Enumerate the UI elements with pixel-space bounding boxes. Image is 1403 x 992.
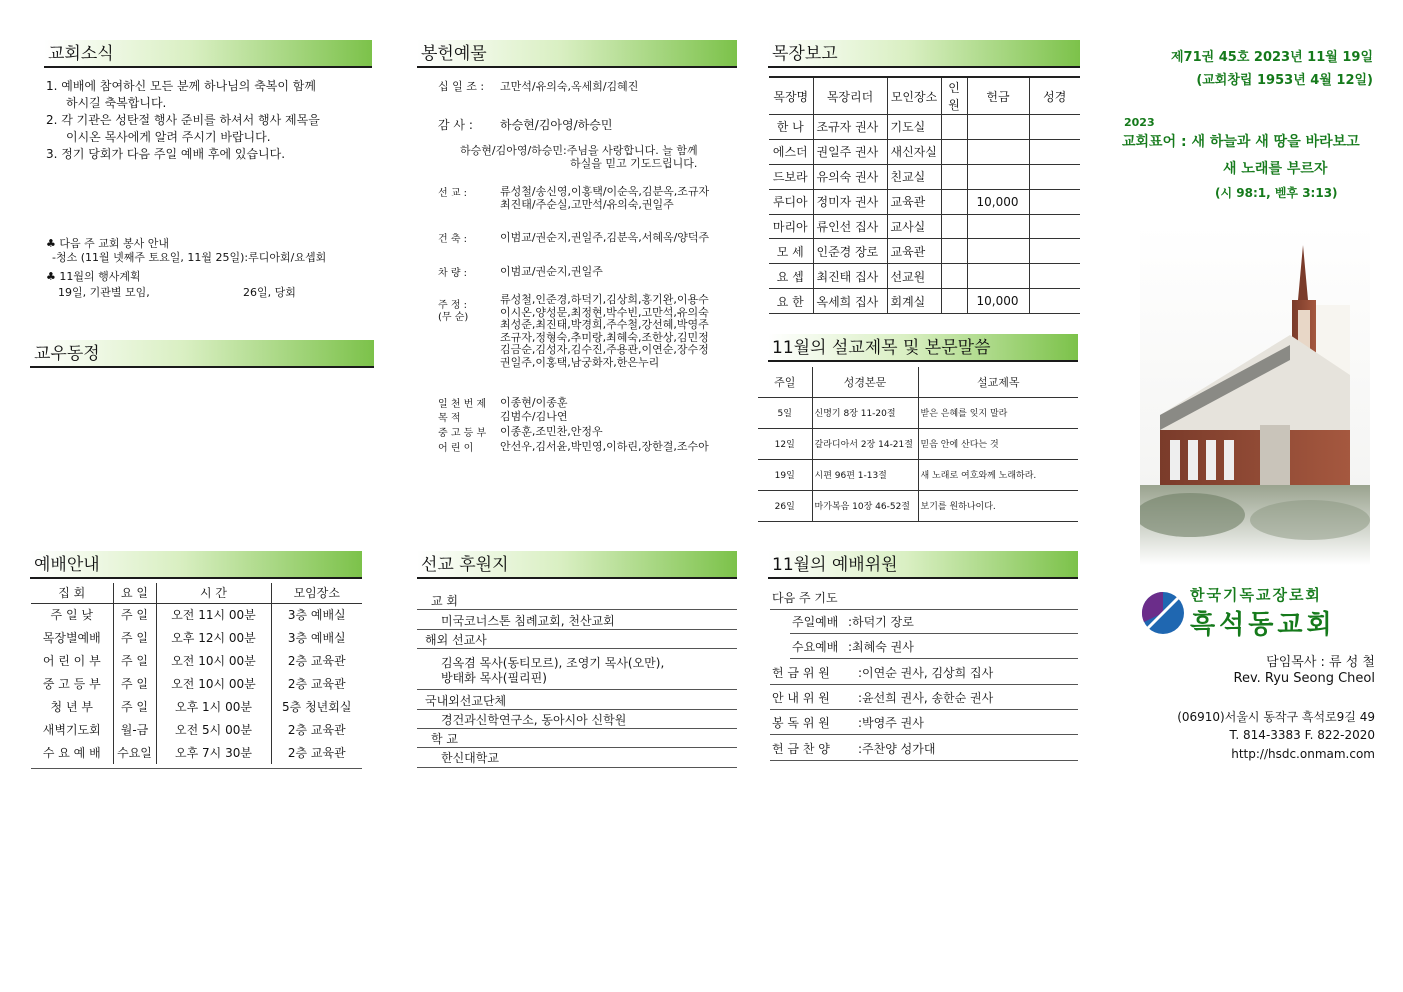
pastoral-row <box>769 289 1080 314</box>
divider <box>770 609 1078 610</box>
church-photo <box>1140 225 1370 565</box>
pastoral-cell: 교육관 <box>887 239 941 264</box>
pastoral-table <box>769 76 1080 314</box>
weekly-list <box>500 294 709 370</box>
church-name: 흑석동교회 <box>1190 610 1336 640</box>
worship-cell: 5층 청년회실 <box>271 695 362 718</box>
pastoral-cell <box>941 164 967 189</box>
member-news-title: 교우동정 <box>30 340 374 368</box>
pastoral-cell: 10,000 <box>967 189 1029 214</box>
pastoral-cell <box>941 264 967 289</box>
worship-cell: 오전 5시 00분 <box>156 718 271 741</box>
missions-school-value: 한신대학교 <box>441 751 499 765</box>
church-logo-icon <box>1140 590 1186 636</box>
youth-label: 중 고 등 부 <box>438 428 487 439</box>
pastoral-cell: 최진태 집사 <box>813 264 887 289</box>
pastoral-cell: 드보라 <box>769 164 813 189</box>
divider <box>417 609 737 610</box>
pastoral-cell <box>1029 189 1080 214</box>
server-name: :주찬양 성가대 <box>858 741 936 756</box>
address: (06910)서울시 동작구 흑석로9길 49 <box>1177 710 1375 724</box>
worship-cell: 오후 1시 00분 <box>156 695 271 718</box>
worship-cell: 2층 교육관 <box>271 649 362 672</box>
divider <box>417 728 737 729</box>
car-label: 차 량 : <box>438 268 468 279</box>
worship-cell: 목장별예배 <box>42 631 101 645</box>
pastoral-cell: 루디아 <box>769 189 813 214</box>
weekly-line: 조규자,정형숙,추미랑,최혜숙,조한상,김민정 <box>500 330 709 344</box>
worship-cell: 수 요 예 배 <box>42 746 101 760</box>
issue-line1: 제71권 45호 2023년 11월 19일 <box>1171 50 1373 65</box>
pastoral-cell: 옥세희 집사 <box>813 289 887 314</box>
pastoral-row <box>769 164 1080 189</box>
sermons-header: 주일 <box>774 375 796 389</box>
worship-header: 시 간 <box>156 583 271 603</box>
sermons-table <box>758 367 1078 522</box>
sermon-row <box>758 490 1078 521</box>
server-name: :박영주 권사 <box>858 716 924 731</box>
child-label: 어 린 이 <box>438 443 474 454</box>
thanks-note: 하실을 믿고 기도드립니다. <box>570 157 698 170</box>
worship-row <box>31 695 362 718</box>
pastoral-cell: 교육관 <box>887 189 941 214</box>
building-label: 건 축 : <box>438 234 468 245</box>
worship-cell: 중 고 등 부 <box>42 677 101 691</box>
pastoral-cell <box>941 214 967 239</box>
worship-cell: 2층 교육관 <box>271 741 362 764</box>
pastoral-header: 성경 <box>1029 77 1080 115</box>
pastoral-cell: 정미자 권사 <box>813 189 887 214</box>
pastoral-cell <box>1029 139 1080 164</box>
missions-school-label: 학 교 <box>431 732 458 746</box>
worship-header: 모임장소 <box>271 583 362 603</box>
worship-cell: 수요일 <box>113 741 156 764</box>
news-item: 1. 예배에 참여하신 모든 분께 하나님의 축복이 함께 <box>46 79 316 93</box>
worship-row <box>31 649 362 672</box>
pastoral-row <box>769 264 1080 289</box>
pastor-en: Rev. Ryu Seong Cheol <box>1233 671 1375 686</box>
server-role: 수요예배 <box>792 640 839 655</box>
worship-cell: 새벽기도회 <box>42 723 101 737</box>
server-role: 안 내 위 원 <box>772 690 830 705</box>
motto-year: 2023 <box>1124 116 1155 129</box>
pastoral-row <box>769 189 1080 214</box>
pastor: 담임목사 : 류 성 철 <box>1266 655 1375 670</box>
pastoral-cell <box>967 115 1029 140</box>
pastoral-cell <box>967 139 1029 164</box>
sermons-title: 11월의 설교제목 및 본문말씀 <box>768 334 1078 362</box>
pastoral-cell: 한 나 <box>769 115 813 140</box>
pastoral-row <box>769 139 1080 164</box>
worship-row <box>31 718 362 741</box>
pastoral-cell <box>941 289 967 314</box>
weekly-line: 김금순,김성자,김수진,주용관,이연순,장수정 <box>500 343 709 357</box>
pastoral-cell <box>941 115 967 140</box>
pastoral-cell: 인준경 장로 <box>813 239 887 264</box>
worship-cell: 오후 12시 00분 <box>156 626 271 649</box>
pastoral-cell: 마리아 <box>769 214 813 239</box>
worship-cell: 3층 예배실 <box>271 603 362 626</box>
worship-row <box>31 603 362 626</box>
next-prayer-label: 다음 주 기도 <box>772 591 838 605</box>
pastoral-cell <box>967 164 1029 189</box>
sermon-cell: 시편 96편 1-13절 <box>812 459 918 490</box>
worship-cell: 2층 교육관 <box>271 718 362 741</box>
pastoral-header: 헌금 <box>967 77 1029 115</box>
worship-cell: 주 일 낮 <box>50 608 93 623</box>
child-value: 안선우,김서윤,박민영,이하린,장한결,조수아 <box>500 440 709 453</box>
divider <box>417 709 737 710</box>
news-item: 이시온 목사에게 알려 주시기 바랍니다. <box>66 130 271 144</box>
weekly-label: 주 정 : <box>438 300 468 311</box>
motto-label: 교회표어 : 새 하늘과 새 땅을 바라보고 <box>1122 134 1360 150</box>
divider <box>770 734 1078 735</box>
divider <box>417 747 737 748</box>
server-role: 주일예배 <box>792 615 839 629</box>
sermons-header-row <box>758 367 1078 397</box>
pastoral-cell: 모 세 <box>769 239 813 264</box>
pastoral-header: 목장리더 <box>813 77 887 115</box>
news-item: 3. 정기 당회가 다음 주일 예배 후에 있습니다. <box>46 147 286 161</box>
pastoral-cell: 조규자 권사 <box>813 115 887 140</box>
worship-header: 집 회 <box>58 586 86 601</box>
pastoral-title: 목장보고 <box>768 40 1080 68</box>
sermon-row <box>758 428 1078 459</box>
divider <box>790 658 1078 659</box>
server-role: 헌 금 위 원 <box>772 665 830 680</box>
pastoral-row <box>769 214 1080 239</box>
worship-row <box>31 741 362 764</box>
first-value: 이종현/이종훈 <box>500 396 568 409</box>
pastoral-cell <box>967 214 1029 239</box>
divider <box>417 629 737 630</box>
worship-cell: 주 일 <box>113 672 156 695</box>
worship-cell: 주 일 <box>113 695 156 718</box>
plan-heading: ♣ 11월의 행사계획 <box>46 270 141 283</box>
sermon-cell: 마가복음 10장 46-52절 <box>812 490 918 521</box>
pastoral-cell: 에스더 <box>769 139 813 164</box>
sermon-cell: 받은 은혜를 잊지 말라 <box>918 397 1078 428</box>
worship-table <box>31 583 362 764</box>
weekly-line: 최성준,최진태,박경희,주수철,강선혜,박영주 <box>500 318 709 332</box>
pastoral-header-row <box>769 77 1080 115</box>
pastoral-cell <box>967 239 1029 264</box>
divider <box>417 648 737 649</box>
mission-value: 최진태/주순실,고만석/유의숙,권일주 <box>500 198 674 211</box>
divider <box>770 684 1078 685</box>
weekly-line: 이시온,양성문,최정현,박수빈,고만석,유의숙 <box>500 305 709 319</box>
pastoral-cell <box>967 264 1029 289</box>
pastoral-cell <box>1029 164 1080 189</box>
worship-cell: 2층 교육관 <box>271 672 362 695</box>
purpose-label: 목 적 <box>438 413 461 424</box>
sermon-cell: 믿음 안에 산다는 것 <box>918 428 1078 459</box>
pastoral-row <box>769 239 1080 264</box>
server-name: :하덕기 장로 <box>848 615 914 629</box>
worship-cell: 오전 11시 00분 <box>156 603 271 626</box>
mission-value: 류성철/송신영,이홍택/이순옥,김분옥,조규자 <box>500 185 710 198</box>
server-name: :최혜숙 권사 <box>848 640 914 655</box>
pastoral-cell <box>941 139 967 164</box>
motto-line2: 새 노래를 부르자 <box>1223 161 1328 177</box>
purpose-value: 김범수/김나연 <box>500 410 568 423</box>
pastoral-header: 모인장소 <box>887 77 941 115</box>
offering-title: 봉헌예물 <box>417 40 737 68</box>
thanks-label: 감 사 : <box>438 118 473 132</box>
pastoral-cell: 류인선 집사 <box>813 214 887 239</box>
worship-cell: 오전 10시 00분 <box>156 672 271 695</box>
divider <box>31 768 362 769</box>
mission-label: 선 교 : <box>438 188 468 199</box>
pastoral-cell: 새신자실 <box>887 139 941 164</box>
sermon-cell: 신명기 8장 11-20절 <box>812 397 918 428</box>
missions-overseas-value: 김옥겸 목사(동티모르), 조영기 목사(오만), <box>441 656 665 670</box>
service-detail: -청소 (11월 넷째주 토요일, 11월 25일):루디아회/요셉회 <box>52 251 327 264</box>
pastoral-cell: 친교실 <box>887 164 941 189</box>
worship-cell: 청 년 부 <box>50 700 93 714</box>
worship-header-row <box>31 583 362 603</box>
pastoral-cell <box>1029 115 1080 140</box>
plan-right: 26일, 당회 <box>243 286 296 299</box>
missions-domestic-label: 국내외선교단체 <box>425 694 507 708</box>
worship-cell: 월-금 <box>113 718 156 741</box>
worship-cell: 오후 7시 30분 <box>156 741 271 764</box>
pastoral-cell <box>1029 264 1080 289</box>
pastoral-cell: 유의숙 권사 <box>813 164 887 189</box>
news-item: 하시길 축복합니다. <box>66 96 167 110</box>
pastoral-cell <box>941 239 967 264</box>
sermon-row <box>758 397 1078 428</box>
worship-row <box>31 626 362 649</box>
sermon-row <box>758 459 1078 490</box>
website-link[interactable]: http://hsdc.onmam.com <box>1231 747 1375 761</box>
pastoral-cell: 권일주 권사 <box>813 139 887 164</box>
divider <box>790 633 1078 634</box>
phone: T. 814-3383 F. 822-2020 <box>1229 728 1375 742</box>
service-heading: ♣ 다음 주 교회 봉사 안내 <box>46 237 169 250</box>
pastoral-cell: 교사실 <box>887 214 941 239</box>
servers-title: 11월의 예배위원 <box>768 551 1078 579</box>
sermon-cell: 26일 <box>774 502 795 512</box>
sermon-cell: 19일 <box>774 471 795 481</box>
pastoral-cell <box>1029 239 1080 264</box>
car-value: 이범교/권순지,권일주 <box>500 265 603 278</box>
pastoral-cell <box>1029 214 1080 239</box>
motto-ref: (시 98:1, 벧후 3:13) <box>1215 186 1338 200</box>
pastoral-cell: 10,000 <box>967 289 1029 314</box>
tithe-label: 십 일 조 : <box>438 80 485 93</box>
pastoral-cell: 선교원 <box>887 264 941 289</box>
worship-row <box>31 672 362 695</box>
sermons-header: 성경본문 <box>812 367 918 397</box>
news-item: 2. 각 기관은 성탄절 행사 준비를 하셔서 행사 제목을 <box>46 113 320 127</box>
divider <box>770 709 1078 710</box>
missions-domestic-value: 경건과신학연구소, 동아시아 신학원 <box>441 713 627 727</box>
worship-header: 요 일 <box>113 583 156 603</box>
building-value: 이범교/권순지,권일주,김분옥,서혜옥/양덕주 <box>500 231 710 244</box>
plan-left: 19일, 기관별 모임, <box>58 286 150 299</box>
server-name: :이연순 권사, 김상희 집사 <box>858 665 994 680</box>
pastoral-header: 목장명 <box>769 77 813 115</box>
news-list <box>46 78 376 163</box>
sermon-cell: 새 노래로 여호와께 노래하라. <box>918 459 1078 490</box>
pastoral-header: 인원 <box>941 77 967 115</box>
thanks-value: 하승현/김아영/하승민 <box>500 118 613 132</box>
news-title: 교회소식 <box>44 40 372 68</box>
worship-cell: 주 일 <box>113 603 156 626</box>
pastoral-cell <box>1029 289 1080 314</box>
worship-cell: 주 일 <box>113 649 156 672</box>
missions-overseas-value: 방태화 목사(필리핀) <box>441 671 547 685</box>
pastoral-cell: 요 한 <box>769 289 813 314</box>
tithe-value: 고만석/유의숙,옥세희/김혜진 <box>500 80 639 93</box>
pastoral-cell: 요 셉 <box>769 264 813 289</box>
pastoral-cell: 회계실 <box>887 289 941 314</box>
server-role: 헌 금 찬 양 <box>772 741 830 756</box>
weekly-line: 권일주,이홍택,남궁화자,한은누리 <box>500 355 660 369</box>
issue-line2: (교회창립 1953년 4월 12일) <box>1196 73 1373 88</box>
pastoral-cell <box>941 189 967 214</box>
missions-title: 선교 후원지 <box>417 551 737 579</box>
youth-value: 이종훈,조민찬,안정우 <box>500 425 603 438</box>
worship-cell: 오전 10시 00분 <box>156 649 271 672</box>
divider <box>417 767 737 768</box>
server-name: :윤선희 권사, 송한순 권사 <box>858 690 994 705</box>
weekly-line: 류성철,인준경,하덕기,김상희,홍기완,이용수 <box>500 293 709 306</box>
sermons-header: 설교제목 <box>918 367 1078 397</box>
worship-cell: 어 린 이 부 <box>42 654 101 668</box>
missions-church-value: 미국코너스톤 침례교회, 천산교회 <box>441 614 615 628</box>
server-role: 봉 독 위 원 <box>772 716 830 731</box>
missions-overseas-label: 해외 선교사 <box>425 633 487 647</box>
sermon-cell: 12일 <box>774 440 795 450</box>
sermon-cell: 보기를 원하나이다. <box>918 490 1078 521</box>
thanks-note: 하승현/김아영/하승민:주님을 사랑합니다. 늘 함께 <box>460 144 698 157</box>
missions-church-label: 교 회 <box>431 594 458 608</box>
weekly-label-note: (무 순) <box>438 312 469 323</box>
worship-cell: 주 일 <box>113 626 156 649</box>
pastoral-row <box>769 115 1080 140</box>
denomination: 한국기독교장로회 <box>1190 586 1322 604</box>
divider <box>417 689 737 690</box>
divider <box>770 760 1078 761</box>
worship-title: 예배안내 <box>30 551 362 579</box>
first-label: 일 천 번 제 <box>438 399 487 410</box>
sermon-cell: 5일 <box>777 409 792 419</box>
pastoral-cell: 기도실 <box>887 115 941 140</box>
sermon-cell: 갈라디아서 2장 14-21절 <box>812 428 918 459</box>
worship-cell: 3층 예배실 <box>271 626 362 649</box>
